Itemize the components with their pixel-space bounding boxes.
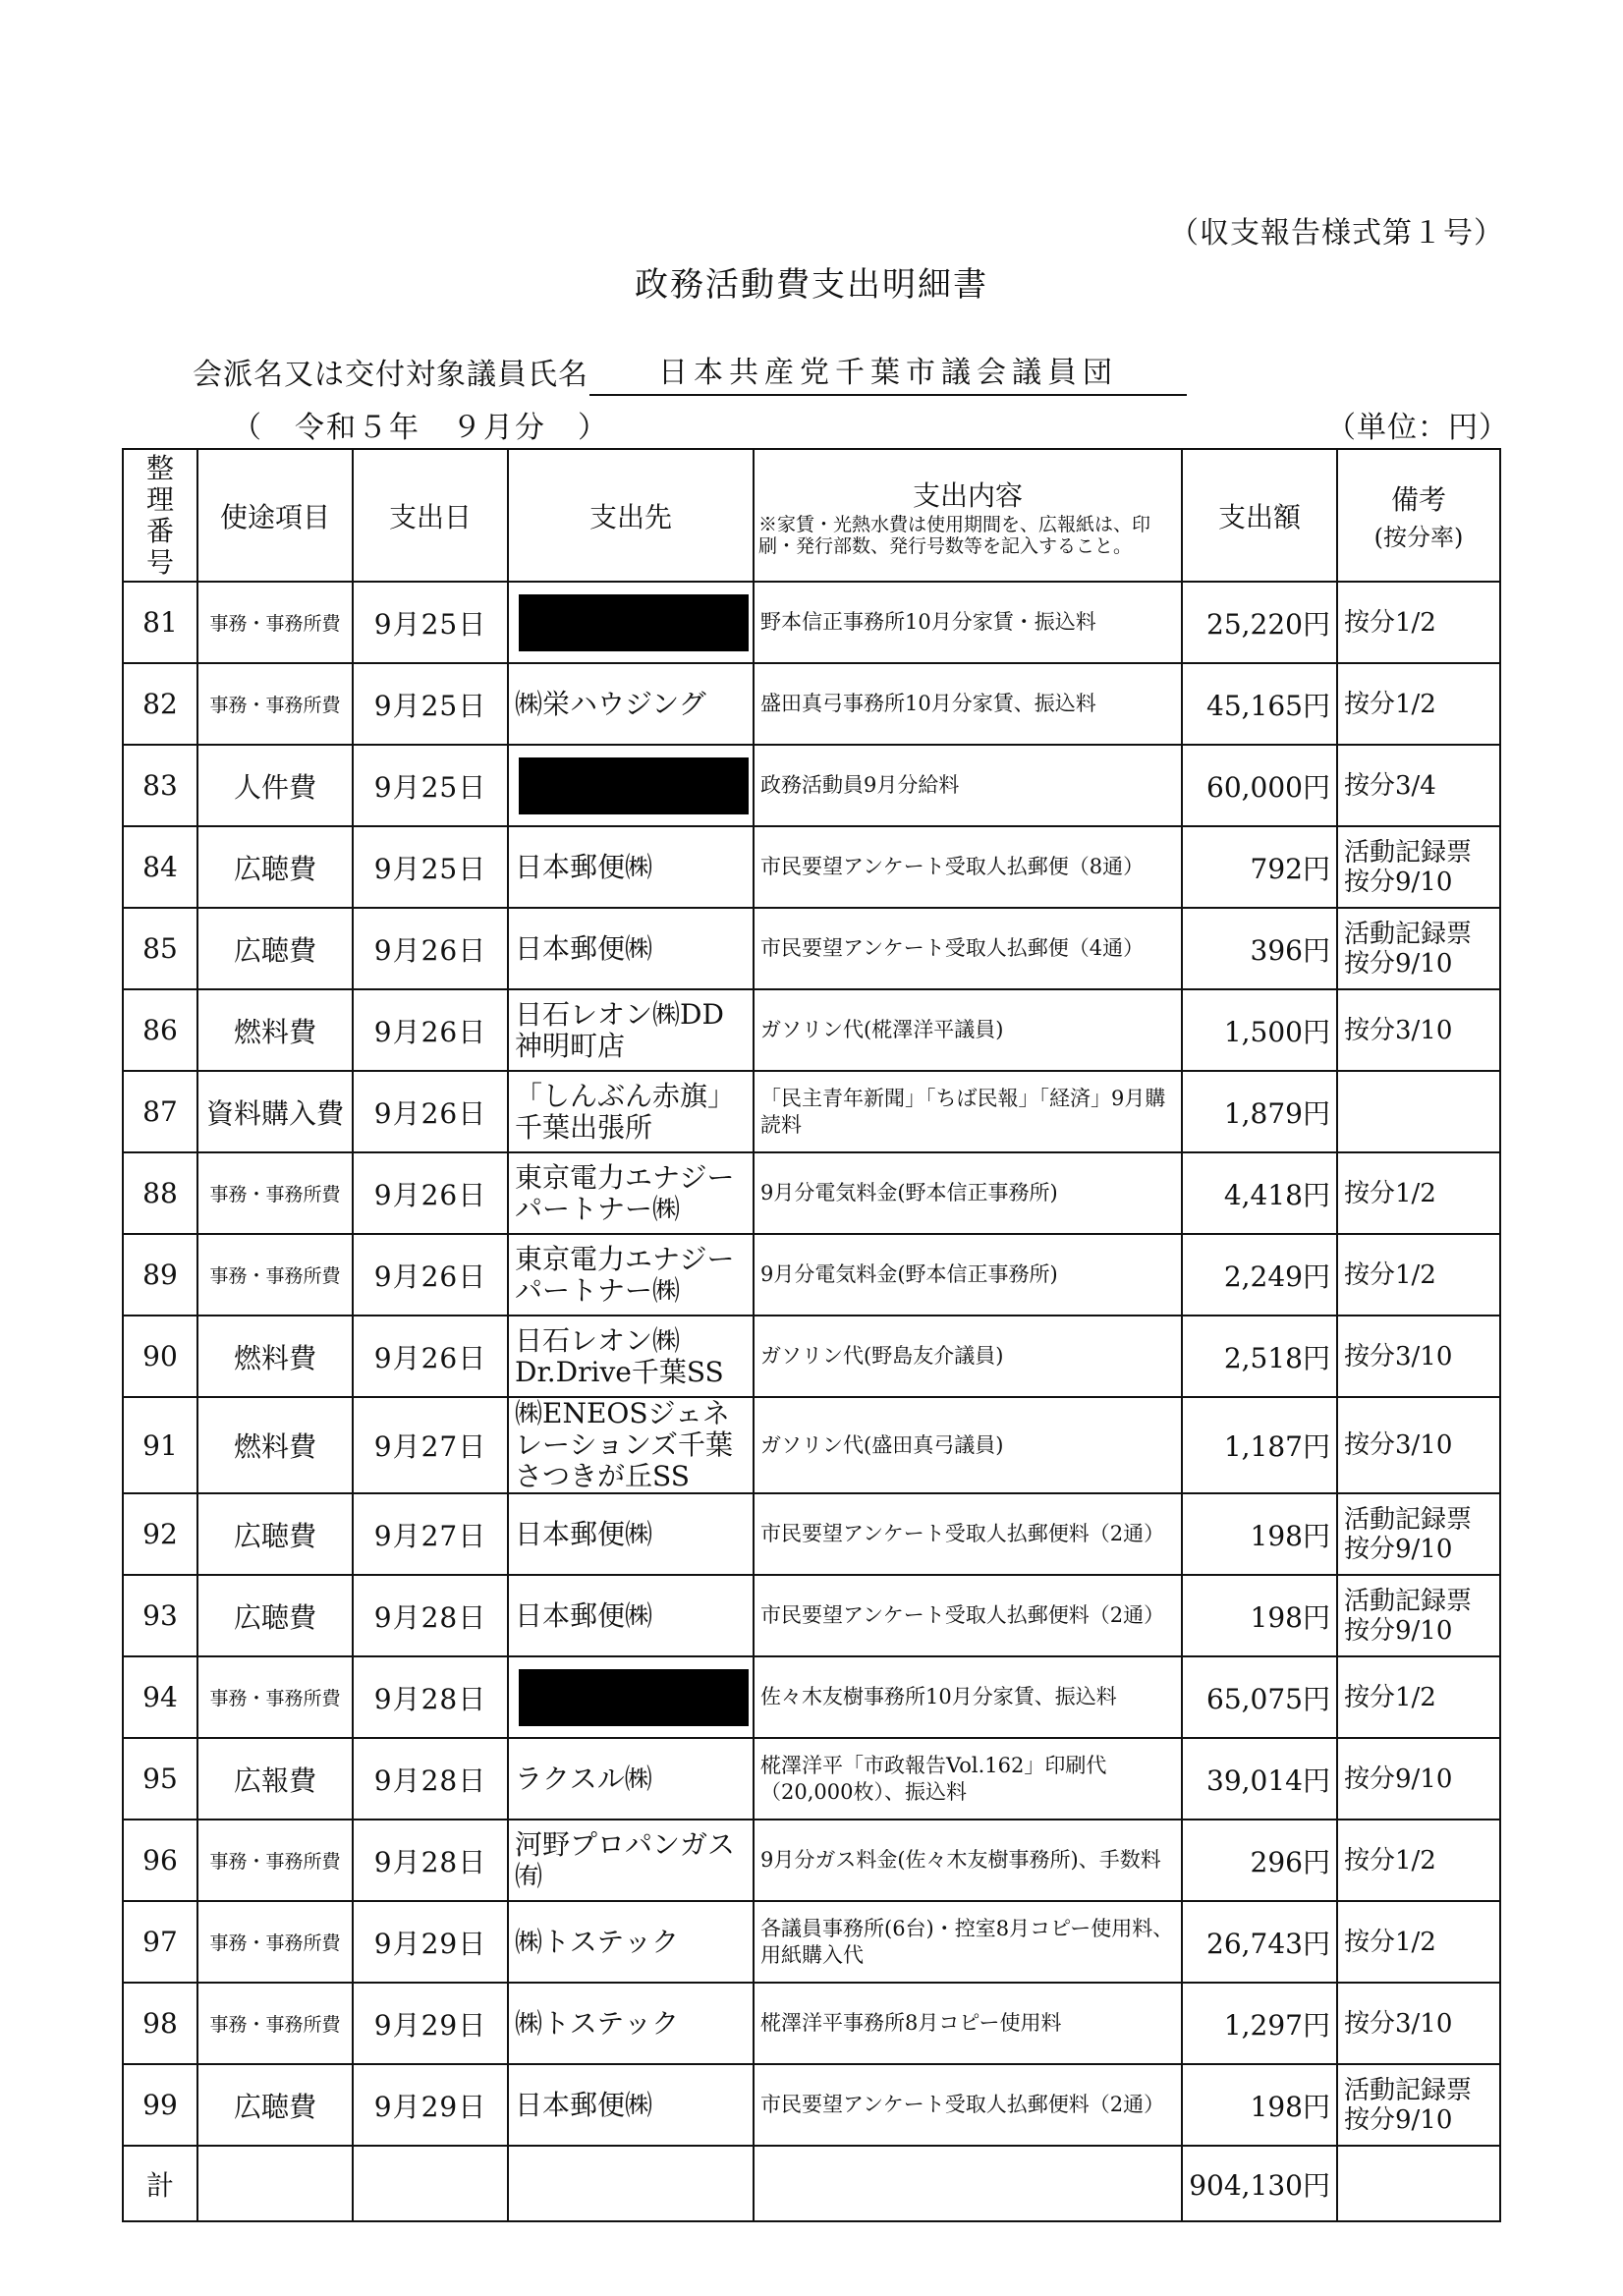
party-label: 会派名又は交付対象議員氏名 (193, 358, 588, 392)
row-category: 事務・事務所費 (197, 663, 353, 745)
row-number: 96 (123, 1820, 197, 1901)
row-category: 広聴費 (197, 1493, 353, 1575)
row-note: 按分3/10 (1337, 1316, 1500, 1397)
row-payee: ㈱栄ハウジング (508, 663, 754, 745)
row-payee: ㈱ENEOSジェネレーションズ千葉さつきが丘SS (508, 1397, 754, 1493)
row-number: 82 (123, 663, 197, 745)
row-amount: 296円 (1182, 1820, 1337, 1901)
table-row (123, 989, 1500, 1071)
total-empty-payee (508, 2146, 754, 2221)
col-header-note (1337, 449, 1500, 582)
row-amount: 60,000円 (1182, 745, 1337, 826)
row-content: 佐々木友樹事務所10月分家賃、振込料 (754, 1656, 1182, 1738)
row-date: 9月27日 (353, 1493, 508, 1575)
row-number: 84 (123, 826, 197, 908)
col-header-content (754, 449, 1182, 582)
row-number: 99 (123, 2064, 197, 2146)
row-date: 9月29日 (353, 1983, 508, 2064)
row-content: 市民要望アンケート受取人払郵便料（2通） (754, 1575, 1182, 1656)
row-note: 按分1/2 (1337, 1820, 1500, 1901)
content-note: ※家賃・光熱水費は使用期間を、広報紙は、印刷・発行部数、発行号数等を記入すること。 (758, 513, 1151, 557)
row-note: 活動記録票 按分9/10 (1337, 908, 1500, 989)
row-note: 按分3/10 (1337, 1983, 1500, 2064)
note-subtitle: (按分率) (1373, 524, 1464, 551)
row-number: 88 (123, 1152, 197, 1234)
table-row (123, 1983, 1500, 2064)
row-amount: 1,500円 (1182, 989, 1337, 1071)
row-payee: 日本郵便㈱ (508, 908, 754, 989)
row-note: 活動記録票 按分9/10 (1337, 1493, 1500, 1575)
row-number: 92 (123, 1493, 197, 1575)
row-content: 9月分電気料金(野本信正事務所) (754, 1152, 1182, 1234)
row-number: 93 (123, 1575, 197, 1656)
row-date: 9月28日 (353, 1738, 508, 1820)
row-category: 事務・事務所費 (197, 1656, 353, 1738)
row-note: 活動記録票 按分9/10 (1337, 2064, 1500, 2146)
row-content: 各議員事務所(6台)・控室8月コピー使用料、用紙購入代 (754, 1901, 1182, 1983)
row-date: 9月26日 (353, 1316, 508, 1397)
row-category: 事務・事務所費 (197, 1820, 353, 1901)
unit-label: （単位：円） (1326, 411, 1509, 445)
total-label: 計 (123, 2146, 197, 2221)
row-content: ガソリン代(盛田真弓議員) (754, 1397, 1182, 1493)
table-row (123, 1397, 1500, 1493)
row-amount: 1,297円 (1182, 1983, 1337, 2064)
row-date: 9月26日 (353, 908, 508, 989)
row-note: 按分3/4 (1337, 745, 1500, 826)
row-content: 9月分ガス料金(佐々木友樹事務所)、手数料 (754, 1820, 1182, 1901)
row-content: 市民要望アンケート受取人払郵便料（2通） (754, 2064, 1182, 2146)
row-date: 9月28日 (353, 1575, 508, 1656)
row-note: 按分3/10 (1337, 989, 1500, 1071)
row-payee: 東京電力エナジー パートナー㈱ (508, 1152, 754, 1234)
redaction-block (519, 1669, 749, 1726)
row-note: 按分3/10 (1337, 1397, 1500, 1493)
col-header-category: 使途項目 (197, 449, 353, 582)
row-amount: 39,014円 (1182, 1738, 1337, 1820)
row-content: 9月分電気料金(野本信正事務所) (754, 1234, 1182, 1316)
row-number: 91 (123, 1397, 197, 1493)
row-payee (508, 582, 754, 663)
row-content: 市民要望アンケート受取人払郵便料（2通） (754, 1493, 1182, 1575)
row-category: 広報費 (197, 1738, 353, 1820)
row-number: 85 (123, 908, 197, 989)
table-row (123, 582, 1500, 663)
total-empty-category (197, 2146, 353, 2221)
table-row (123, 1656, 1500, 1738)
row-number: 86 (123, 989, 197, 1071)
total-amount: 904,130円 (1182, 2146, 1337, 2221)
row-note: 按分1/2 (1337, 582, 1500, 663)
row-content: 椛澤洋平「市政報告Vol.162」印刷代（20,000枚）、振込料 (754, 1738, 1182, 1820)
header-row (123, 449, 1500, 582)
row-number: 87 (123, 1071, 197, 1152)
table-row (123, 663, 1500, 745)
row-note: 按分1/2 (1337, 1656, 1500, 1738)
row-category: 事務・事務所費 (197, 582, 353, 663)
row-date: 9月28日 (353, 1820, 508, 1901)
row-content: ガソリン代(野島友介議員) (754, 1316, 1182, 1397)
row-number: 94 (123, 1656, 197, 1738)
col-header-payee: 支出先 (508, 449, 754, 582)
total-row (123, 2146, 1500, 2221)
row-number: 81 (123, 582, 197, 663)
table-row (123, 1901, 1500, 1983)
row-payee: 日本郵便㈱ (508, 1493, 754, 1575)
table-row (123, 1738, 1500, 1820)
note-title: 備考 (1390, 483, 1446, 516)
table-row (123, 1234, 1500, 1316)
table-body (123, 582, 1500, 2221)
row-amount: 26,743円 (1182, 1901, 1337, 1983)
table-row (123, 1316, 1500, 1397)
col-header-amount: 支出額 (1182, 449, 1337, 582)
total-empty-date (353, 2146, 508, 2221)
row-content: 市民要望アンケート受取人払郵便（4通） (754, 908, 1182, 989)
row-category: 広聴費 (197, 1575, 353, 1656)
redaction-block (519, 594, 749, 651)
row-category: 事務・事務所費 (197, 1152, 353, 1234)
row-payee: 河野プロパンガス㈲ (508, 1820, 754, 1901)
row-date: 9月29日 (353, 1901, 508, 1983)
row-date: 9月27日 (353, 1397, 508, 1493)
row-category: 事務・事務所費 (197, 1234, 353, 1316)
row-number: 83 (123, 745, 197, 826)
row-amount: 198円 (1182, 1575, 1337, 1656)
party-name: 日本共産党千葉市議会議員団 (589, 348, 1187, 396)
row-category: 事務・事務所費 (197, 1901, 353, 1983)
row-note: 活動記録票 按分9/10 (1337, 1575, 1500, 1656)
expense-table (122, 448, 1501, 2222)
row-number: 98 (123, 1983, 197, 2064)
row-payee (508, 1656, 754, 1738)
row-note: 按分1/2 (1337, 663, 1500, 745)
row-date: 9月25日 (353, 826, 508, 908)
row-number: 97 (123, 1901, 197, 1983)
row-content: 「民主青年新聞」「ちば民報」「経済」9月購読料 (754, 1071, 1182, 1152)
row-payee: 日本郵便㈱ (508, 1575, 754, 1656)
row-date: 9月28日 (353, 1656, 508, 1738)
row-date: 9月25日 (353, 663, 508, 745)
row-content: 市民要望アンケート受取人払郵便（8通） (754, 826, 1182, 908)
table-row (123, 826, 1500, 908)
row-date: 9月25日 (353, 582, 508, 663)
table-row (123, 1152, 1500, 1234)
row-category: 資料購入費 (197, 1071, 353, 1152)
row-amount: 4,418円 (1182, 1152, 1337, 1234)
row-date: 9月26日 (353, 1234, 508, 1316)
row-date: 9月25日 (353, 745, 508, 826)
table-row (123, 1820, 1500, 1901)
row-note: 按分1/2 (1337, 1901, 1500, 1983)
row-date: 9月26日 (353, 989, 508, 1071)
row-payee: 日本郵便㈱ (508, 826, 754, 908)
row-payee: ラクスル㈱ (508, 1738, 754, 1820)
row-payee: 東京電力エナジー パートナー㈱ (508, 1234, 754, 1316)
row-content: ガソリン代(椛澤洋平議員) (754, 989, 1182, 1071)
row-content: 盛田真弓事務所10月分家賃、振込料 (754, 663, 1182, 745)
row-payee: 日石レオン㈱DD 神明町店 (508, 989, 754, 1071)
row-payee: 日石レオン㈱ Dr.Drive千葉SS (508, 1316, 754, 1397)
row-amount: 198円 (1182, 1493, 1337, 1575)
row-date: 9月26日 (353, 1152, 508, 1234)
table-row (123, 908, 1500, 989)
row-category: 燃料費 (197, 989, 353, 1071)
row-amount: 2,249円 (1182, 1234, 1337, 1316)
table-row (123, 745, 1500, 826)
row-payee: ㈱トステック (508, 1901, 754, 1983)
row-content: 野本信正事務所10月分家賃・振込料 (754, 582, 1182, 663)
table-row (123, 1071, 1500, 1152)
col-header-no: 整理番号 (123, 449, 197, 582)
row-note: 按分1/2 (1337, 1234, 1500, 1316)
row-category: 広聴費 (197, 2064, 353, 2146)
total-empty-content (754, 2146, 1182, 2221)
row-note: 按分1/2 (1337, 1152, 1500, 1234)
form-number: （収支報告様式第１号） (1169, 216, 1504, 251)
table-row (123, 1575, 1500, 1656)
row-note (1337, 1071, 1500, 1152)
row-date: 9月26日 (353, 1071, 508, 1152)
row-category: 広聴費 (197, 908, 353, 989)
total-empty-note (1337, 2146, 1500, 2221)
row-category: 燃料費 (197, 1397, 353, 1493)
row-note: 按分9/10 (1337, 1738, 1500, 1820)
row-amount: 25,220円 (1182, 582, 1337, 663)
row-payee: ㈱トステック (508, 1983, 754, 2064)
row-category: 広聴費 (197, 826, 353, 908)
row-number: 95 (123, 1738, 197, 1820)
row-content: 政務活動員9月分給料 (754, 745, 1182, 826)
table-row (123, 1493, 1500, 1575)
table-row (123, 2064, 1500, 2146)
page-title: 政務活動費支出明細書 (635, 265, 988, 305)
row-note: 活動記録票 按分9/10 (1337, 826, 1500, 908)
row-amount: 2,518円 (1182, 1316, 1337, 1397)
row-amount: 1,187円 (1182, 1397, 1337, 1493)
row-category: 人件費 (197, 745, 353, 826)
row-amount: 792円 (1182, 826, 1337, 908)
row-category: 事務・事務所費 (197, 1983, 353, 2064)
row-content: 椛澤洋平事務所8月コピー使用料 (754, 1983, 1182, 2064)
period: （ 令和５年 ９月分 ） (232, 411, 609, 445)
row-number: 89 (123, 1234, 197, 1316)
row-amount: 198円 (1182, 2064, 1337, 2146)
row-amount: 65,075円 (1182, 1656, 1337, 1738)
row-payee: 日本郵便㈱ (508, 2064, 754, 2146)
col-header-date: 支出日 (353, 449, 508, 582)
row-amount: 396円 (1182, 908, 1337, 989)
row-amount: 1,879円 (1182, 1071, 1337, 1152)
row-payee: 「しんぶん赤旗」 千葉出張所 (508, 1071, 754, 1152)
content-title: 支出内容 (912, 478, 1023, 512)
row-amount: 45,165円 (1182, 663, 1337, 745)
redaction-block (519, 757, 749, 814)
row-payee (508, 745, 754, 826)
row-category: 燃料費 (197, 1316, 353, 1397)
row-number: 90 (123, 1316, 197, 1397)
row-date: 9月29日 (353, 2064, 508, 2146)
